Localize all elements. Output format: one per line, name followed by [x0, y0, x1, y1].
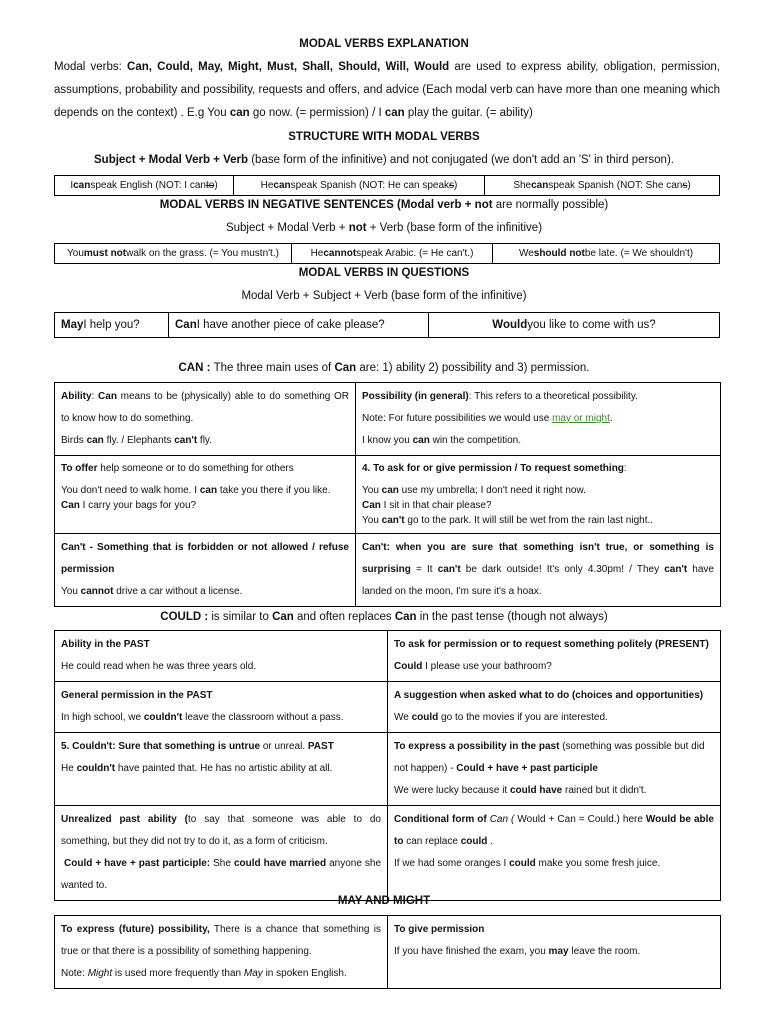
structure-heading: STRUCTURE WITH MODAL VERBS	[288, 131, 480, 143]
could-conditional-cell: Conditional form of Can ( Would + Can = Could.) here Would be able to can replace could . If we had some oranges I could make you some fresh juice.	[388, 806, 721, 901]
page-title: MODAL VERBS EXPLANATION	[299, 38, 469, 50]
structure-example: She can speak Spanish (NOT: She can s )	[513, 180, 691, 191]
negative-examples	[54, 243, 720, 264]
can-heading: CAN : The three main uses of Can are: 1) ability 2) possibility and 3) permission.	[178, 362, 590, 374]
negative-example: You must not walk on the grass. (= You mustn't.)	[55, 244, 292, 263]
may-or-might-link[interactable]: may or might	[552, 413, 610, 424]
could-table	[54, 630, 721, 901]
table-row	[55, 456, 721, 534]
can-ability-cell: Ability: Can means to be (physically) able to do something OR to know how to do something. Birds can fly. / Elephants can't fly.	[55, 383, 356, 456]
could-unrealized-ability-cell: Unrealized past ability (to say that someone was able to do something, but they did not try to do it, as a form of criticism. Could + have + past participle: She could have married anyone she wanted to.	[55, 806, 388, 901]
negative-example: He cannot speak Arabic. (= He can't.)	[292, 244, 493, 263]
negative-heading: MODAL VERBS IN NEGATIVE SENTENCES (Modal verb + not are normally possible)	[159, 199, 609, 211]
table-row	[55, 534, 721, 607]
could-past-possibility-cell: To express a possibility in the past (something was possible but did not happen) - Could + have + past participle We were lucky because it could have rained but it didn't.	[388, 733, 721, 806]
structure-formula: Subject + Modal Verb + Verb (base form of the infinitive) and not conjugated (we don't add an 'S' in third person).	[94, 154, 674, 166]
table-row	[55, 682, 721, 733]
question-example: May I help you?	[55, 313, 169, 337]
may-permission-cell: To give permission If you have finished the exam, you may leave the room.	[388, 916, 721, 989]
can-possibility-cell: Possibility (in general): This refers to a theoretical possibility. Note: For future possibilities we would use may or might. I know you can win the competition.	[356, 383, 721, 456]
could-suggestion-cell: A suggestion when asked what to do (choices and opportunities) We could go to the movies if you are interested.	[388, 682, 721, 733]
questions-formula: Modal Verb + Subject + Verb (base form of the infinitive)	[241, 290, 527, 302]
could-general-permission-cell: General permission in the PAST In high school, we couldn't leave the classroom without a pass.	[55, 682, 388, 733]
table-row	[55, 916, 721, 989]
questions-heading: MODAL VERBS IN QUESTIONS	[298, 267, 470, 279]
question-example: Would you like to come with us?	[492, 319, 656, 331]
intro-paragraph: Modal verbs: Can, Could, May, Might, Must, Shall, Should, Will, Would are used to express ability, obligation, permission, assumptions, probability and possibility, requests and offers, and advice (Each modal verb can have more than one meaning which depends on the context) . E.g You can go now. (= permission) / I can play the guitar. (= ability)	[54, 61, 721, 119]
may-possibility-cell: To express (future) possibility, There is a chance that something is true or that there is a possibility of something happening. Note: Might is used more frequently than May in spoken English.	[55, 916, 388, 989]
couldnt-untrue-cell: 5. Couldn't: Sure that something is untrue or unreal. PAST He couldn't have painted that. He has no artistic ability at all.	[55, 733, 388, 806]
structure-example: I can speak English (NOT: I can to )	[55, 176, 234, 195]
structure-examples	[54, 175, 720, 196]
can-permission-cell: 4. To ask for or give permission / To request something: You can use my umbrella; I don't need it right now. Can I sit in that chair please? You can't go to the park. It will still be wet from the rain last night..	[356, 456, 721, 534]
table-row	[55, 631, 721, 682]
can-sure-cell: Can't: when you are sure that something isn't true, or something is surprising = It can't be dark outside! It's only 4.30pm! / They can't have landed on the moon, I'm sure it's a hoax.	[356, 534, 721, 607]
may-might-table	[54, 915, 721, 989]
may-might-heading: MAY AND MIGHT	[337, 895, 431, 907]
can-forbidden-cell: Can't - Something that is forbidden or not allowed / refuse permission You cannot drive a car without a license.	[55, 534, 356, 607]
structure-example: He can speak Spanish (NOT: He can speak s )	[234, 176, 485, 195]
could-heading: COULD : is similar to Can and often replaces Can in the past tense (though not always)	[160, 611, 608, 623]
could-polite-request-cell: To ask for permission or to request something politely (PRESENT) Could I please use your bathroom?	[388, 631, 721, 682]
could-past-ability-cell: Ability in the PAST He could read when he was three years old.	[55, 631, 388, 682]
questions-examples	[54, 312, 720, 338]
can-table	[54, 382, 721, 607]
table-row	[55, 383, 721, 456]
table-row	[55, 733, 721, 806]
negative-formula: Subject + Modal Verb + not + Verb (base form of the infinitive)	[225, 222, 543, 234]
question-example: Can I have another piece of cake please?	[169, 313, 429, 337]
table-row	[55, 806, 721, 901]
can-offer-cell: To offer help someone or to do something for others You don't need to walk home. I can take you there if you like. Can I carry your bags for you?	[55, 456, 356, 534]
negative-example: We should not be late. (= We shouldn't)	[518, 248, 694, 259]
